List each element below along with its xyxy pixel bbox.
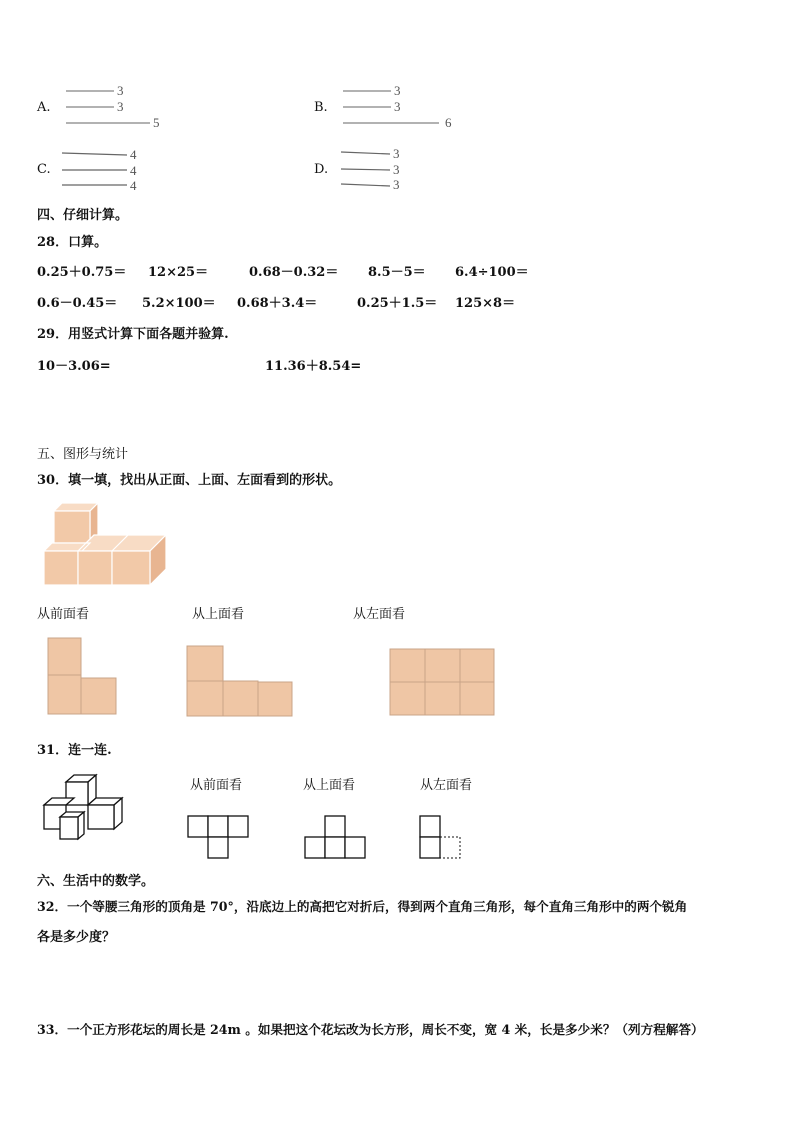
segment-length: 5 [153,115,160,130]
segment-length: 3 [393,162,400,177]
segment-length: 3 [117,83,124,98]
mental-math-item: 5.2×100＝ [142,296,216,311]
vertical-calc-item: 10－3.06= [37,359,111,374]
vertical-calc-item: 11.36＋8.54= [265,359,362,374]
mental-math-item: 0.68＋3.4＝ [237,296,318,311]
option-letter: C. [37,162,51,177]
segment-length: 3 [393,177,400,192]
mental-math-item: 12×25＝ [148,265,209,280]
section-5-title: 五、图形与统计 [37,447,129,462]
segment-length: 6 [445,115,452,130]
view-label-top: 从上面看 [192,607,245,622]
option-letter: A. [37,100,51,115]
segment-length: 4 [130,178,137,193]
mental-math-item: 6.4÷100＝ [455,265,529,280]
q31-label: 31．连一连. [37,743,112,758]
q30-label: 30．填一填，找出从正面、上面、左面看到的形状。 [37,473,342,488]
view-label-left: 从左面看 [353,607,406,622]
segment-length: 4 [130,147,137,162]
option-letter: D. [314,162,329,177]
view-label-top: 从上面看 [303,778,356,793]
segment-length: 3 [394,99,401,114]
mental-math-item: 0.68－0.32＝ [249,265,339,280]
view-label-left: 从左面看 [420,778,473,793]
q31-shape-2 [304,815,368,861]
section-4-title: 四、仔细计算。 [37,208,129,223]
mental-math-item: 0.25＋1.5＝ [357,296,438,311]
q28-label: 28．口算。 [37,235,108,250]
segment-length: 4 [130,163,137,178]
option-letter: B. [314,100,328,115]
segment-length: 3 [394,83,401,98]
segment-length: 3 [393,146,400,161]
view-label-front: 从前面看 [37,607,90,622]
q32-line-2: 各是多少度？ [37,930,116,945]
q30-front-view [47,637,119,717]
q31-shape-3 [419,815,465,861]
q31-shape-1 [187,815,251,861]
q30-cube-stack [40,495,172,590]
section-6-title: 六、生活中的数学。 [37,874,155,889]
q30-top-view [186,645,294,719]
view-label-front: 从前面看 [190,778,243,793]
q31-cube-stack [40,772,140,842]
mental-math-item: 0.25＋0.75＝ [37,265,127,280]
q33-text: 33．一个正方形花坛的周长是 24m 。如果把这个花坛改为长方形，周长不变，宽 4 米，长是多少米？（列方程解答） [37,1022,704,1037]
q30-left-view [389,648,497,718]
mental-math-item: 125×8＝ [455,296,516,311]
q32-line-1: 32．一个等腰三角形的顶角是 70°，沿底边上的高把它对折后，得到两个直角三角形，每个直角三角形中的两个锐角 [37,899,688,914]
segment-length: 3 [117,99,124,114]
q29-label: 29．用竖式计算下面各题并验算. [37,327,229,342]
mental-math-item: 0.6－0.45＝ [37,296,118,311]
mental-math-item: 8.5－5＝ [368,265,426,280]
